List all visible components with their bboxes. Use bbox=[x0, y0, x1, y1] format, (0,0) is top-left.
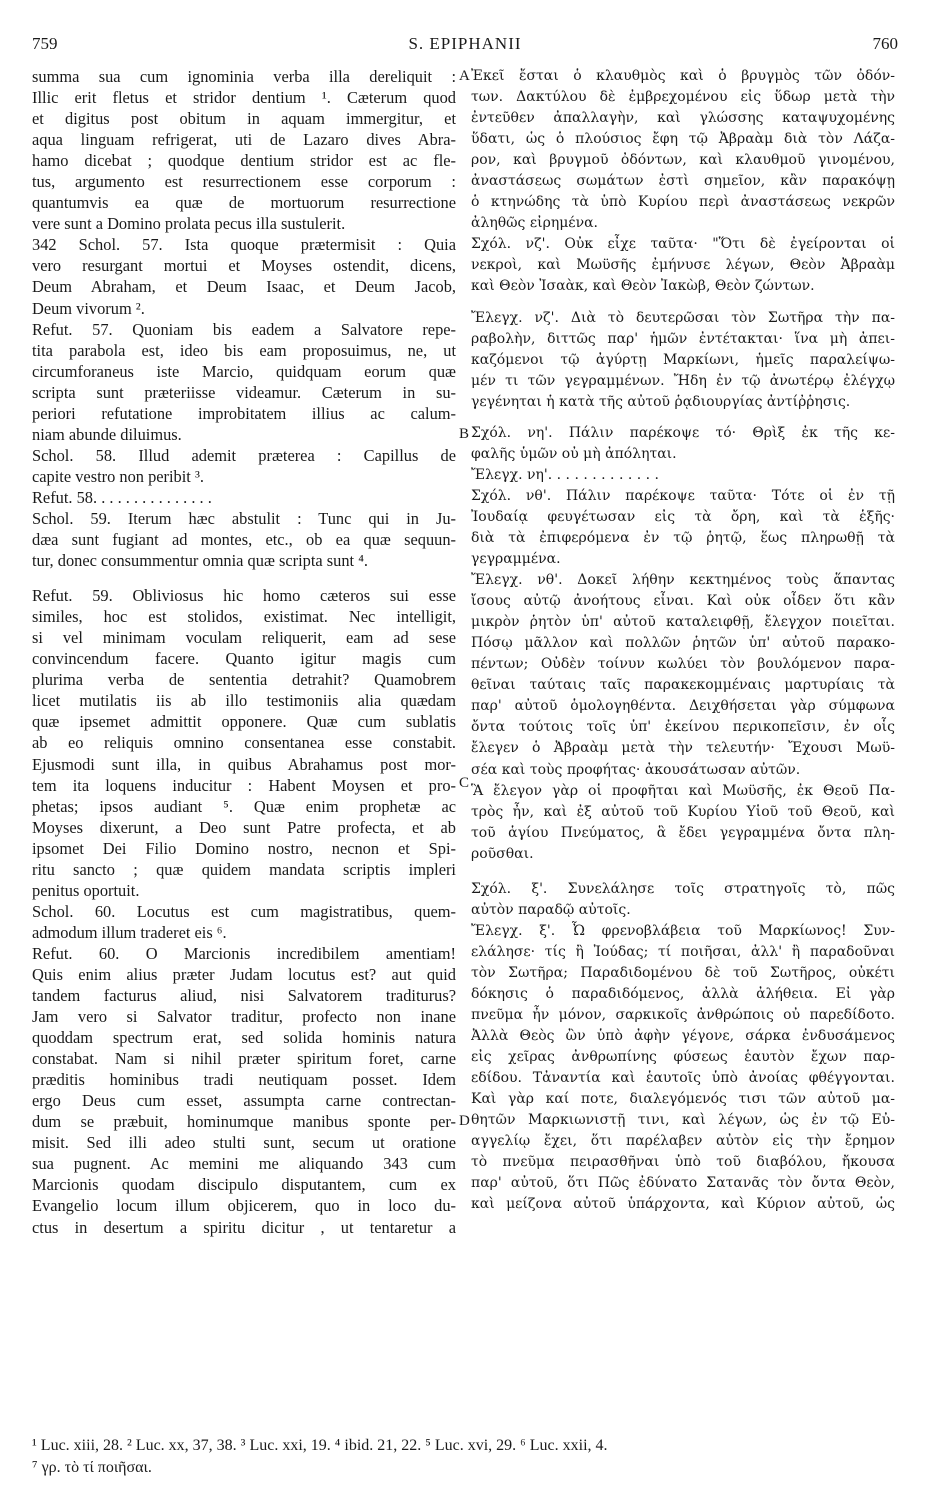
greek-line: Σχόλ. νη'. Πάλιν παρέκοψε τό· Θρὶξ ἐκ τῆς κε- bbox=[471, 424, 895, 441]
latin-line: summa sua cum ignominia verba illa dereliquit : bbox=[32, 67, 456, 86]
greek-line: Ἔλεγχ. ξ'. Ὦ φρενοβλάβεια τοῦ Μαρκίωνος! Συν- bbox=[471, 922, 895, 939]
latin-line: Refut. 58. . . . . . . . . . . . . . . bbox=[32, 487, 212, 507]
latin-line: 342 Schol. 57. Ista quoque prætermisit : Quia bbox=[32, 235, 456, 255]
greek-line: Καὶ γὰρ καί ποτε, διαλεγόμενός τισι τῶν αὐτοῦ μα- bbox=[471, 1091, 895, 1108]
latin-line: quæ ipsemet admittit opponere. Quæ cum sublatis bbox=[32, 712, 456, 732]
greek-line: παρ' αὐτοῦ ὁμολογηθέντα. Δειχθήσεται γὰρ σύμφωνα bbox=[471, 698, 895, 715]
greek-line: γεγραμμένα. bbox=[471, 551, 561, 568]
greek-line: νεκροὶ, καὶ Μωϋσῆς ἐμήνυσε λέγων, Θεὸν Ἀβραὰμ bbox=[471, 257, 895, 274]
latin-line: Moyses dixerunt, a Deo sunt Patre profecta, et ab bbox=[32, 817, 456, 837]
latin-line: tus, argumento est resurrectionem esse corporum : bbox=[32, 172, 456, 192]
greek-line: γεγένηται ἡ κατὰ τῆς αὐτοῦ ῥᾳδιουργίας ἀντίῤῥησις. bbox=[471, 393, 851, 410]
greek-line: τὸν Σωτῆρα; Παραδιδομένου δὲ τοῦ Σωτῆρος, οὐκέτι bbox=[471, 964, 895, 981]
latin-line: vere sunt a Domino prolata pecus illa sustulerit. bbox=[32, 214, 346, 234]
latin-line: misit. Sed illi adeo stulti sunt, secum ut oratione bbox=[32, 1133, 456, 1153]
greek-line: αγγελίῳ ἔχει, ὅτι παρέλαβεν αὐτὸν εἰς τὴν ἔρημον bbox=[471, 1133, 895, 1150]
greek-line: αὐτὸν παραδῷ αὐτοῖς. bbox=[471, 901, 631, 918]
latin-line: Jam vero si Salvator traditur, profecto non inane bbox=[32, 1007, 456, 1027]
latin-line: licet mutilatis iis ab illo testimoniis alia quædam bbox=[32, 691, 456, 711]
latin-line: penitus oportuit. bbox=[32, 880, 140, 900]
greek-line: φαλῆς ὑμῶν οὐ μὴ ἀπόληται. bbox=[471, 445, 677, 462]
greek-line: ελάλησε· τίς ἢ Ἰούδας; τί ποιῆσαι, ἀλλ' ἢ παραδοῦναι bbox=[471, 943, 895, 960]
margin-letter-d: D bbox=[459, 1113, 470, 1129]
latin-line: vero resurgant mortui et Moyses ostendit, dicens, bbox=[32, 256, 456, 276]
greek-line: Ἀλλὰ Θεὸς ὢν ὑπὸ ἀφὴν γέγονε, σάρκα ἐνδυσάμενος bbox=[471, 1028, 895, 1045]
latin-line: Deum vivorum ². bbox=[32, 298, 145, 318]
greek-line: ἀληθῶς εἰρημένα. bbox=[471, 215, 598, 232]
margin-letter-a: A bbox=[459, 68, 470, 84]
latin-line: præditis hominibus tradi neutiquam posset. Idem bbox=[32, 1070, 456, 1090]
latin-line: ritu sancto ; quæ quidem mandata scriptis impleri bbox=[32, 859, 456, 879]
greek-line: Πόσῳ μᾶλλον καὶ πολλῶν ῥητῶν ὑπ' αὐτοῦ παρακο- bbox=[471, 635, 895, 652]
greek-line: τρὸς ἦν, καὶ ἐξ αὐτοῦ τοῦ Κυρίου Υἱοῦ τοῦ Θεοῦ, καὶ bbox=[471, 803, 895, 820]
latin-line: quoddam spectrum erat, sed solida hominis natura bbox=[32, 1028, 456, 1048]
greek-line: Ἃ ἔλεγον γὰρ οἱ προφῆται καὶ Μωϋσῆς, ἐκ Θεοῦ Πα- bbox=[471, 782, 895, 799]
greek-line: πνεῦμα ἦν μόνον, σαρκικοῖς ἀνθρώποις οὐ παρεδίδοτο. bbox=[471, 1007, 895, 1024]
latin-line: admodum illum traderet eis ⁶. bbox=[32, 922, 227, 942]
greek-line: διὰ τὰ ἐπιφερόμενα ἐν τῷ ῥητῷ, ἕως πληρωθῇ τὰ bbox=[471, 529, 895, 546]
margin-letter-b: B bbox=[459, 426, 470, 442]
greek-line: ὕδατι, ὡς ὁ πλούσιος ἔφη τῷ Ἀβραὰμ διὰ τὸν Λάζα- bbox=[471, 131, 895, 148]
greek-line: ρον, καὶ βρυγμοῦ ὀδόντων, καὶ κλαυθμοῦ γινομένου, bbox=[471, 152, 895, 169]
latin-line: Marcionis quodam discipulo disputantem, cum ex bbox=[32, 1175, 456, 1195]
greek-line: ἀναστάσεως σωμάτων ἐστὶ σημεῖον, κἂν παρακόψῃ bbox=[471, 173, 895, 190]
greek-line: θεῖναι ταύταις ταῖς παρακεκομμέναις μαρτυρίαις τὰ bbox=[471, 677, 895, 694]
greek-line: Ἔλεγχ. νθ'. Δοκεῖ λήθην κεκτημένος τοὺς ἅπαντας bbox=[471, 572, 895, 589]
greek-line: καζόμενοι τῷ ἀγύρτῃ Μαρκίωνι, ἡμεῖς παραλείψω- bbox=[471, 351, 895, 368]
greek-line: εἰς χεῖρας ἀνθρωπίνης φύσεως ἑαυτὸν ἔχων παρ- bbox=[471, 1049, 895, 1066]
greek-line: πέντων; Οὐδὲν τοίνυν κωλύει τὸν βουλόμενον παρα- bbox=[471, 656, 895, 673]
latin-line: aqua linguam refrigerat, uti de Lazaro dives Abra- bbox=[32, 130, 456, 150]
running-head: S. EPIPHANII bbox=[408, 34, 522, 53]
latin-column bbox=[32, 66, 456, 1238]
greek-line: Ἔλεγχ. νη'. . . . . . . . . . . . . bbox=[471, 466, 659, 483]
greek-line: ἔλεγεν ὁ Ἀβραὰμ μετὰ τὴν τελευτήν· Ἔχουσι Μωϋ- bbox=[471, 740, 895, 757]
latin-line: scripta sunt præteriisse videamur. Cæterum in su- bbox=[32, 382, 456, 402]
latin-line: tandem facturus aliud, nisi Salvatorem traditurus? bbox=[32, 986, 456, 1006]
page-number-left: 759 bbox=[32, 34, 58, 53]
greek-line: καὶ Θεὸν Ἰσαὰκ, καὶ Θεὸν Ἰακὼβ, Θεὸν ζώντων. bbox=[471, 278, 815, 295]
greek-line: παρ' αὐτοῦ, ὅτι Πῶς ἐδύνατο Σατανᾶς τὸν ὄντα Θεὸν, bbox=[471, 1175, 895, 1192]
greek-line: ὄντα τούτοις τοῖς ὑπ' ἐκείνου περικοπεῖσιν, ἐν οἷς bbox=[471, 719, 895, 736]
greek-line: καὶ μείζονα αὐτοῦ ὑπάρχοντα, καὶ Κύριον αὐτοῦ, ὡς bbox=[471, 1196, 895, 1213]
greek-line: τὸ πνεῦμα πειρασθῆναι ὑπὸ τοῦ διαβόλου, ἤκουσα bbox=[471, 1154, 895, 1171]
greek-line: μικρὸν ῥητὸν ὑπ' αὐτοῦ καταλειφθῇ, ἔλεγχον ποιεῖται. bbox=[471, 614, 895, 631]
latin-line: tur, donec consummentur omnia quæ scripta sunt ⁴. bbox=[32, 551, 368, 571]
latin-line: Evangelio locum illum objicerem, quo in loco du- bbox=[32, 1196, 456, 1216]
latin-line: ctus in desertum a spiritu dicitur , ut tentaretur a bbox=[32, 1217, 456, 1237]
footnote-line-2: ⁷ γρ. τὸ τί ποιῆσαι. bbox=[32, 1459, 152, 1476]
latin-line: convincendum facere. Quanto igitur magis cum bbox=[32, 649, 456, 669]
latin-line: ab eo reliquis omnino consentanea esse constabit. bbox=[32, 733, 456, 753]
latin-line: Deum Abraham, et Deum Isaac, et Deum Jacob, bbox=[32, 277, 456, 297]
latin-line: dæa sunt fugiant ad montes, etc., ob ea quæ sequun- bbox=[32, 530, 456, 550]
footnote-line-1: ¹ Luc. xiii, 28. ² Luc. xx, 37, 38. ³ Luc. xxi, 19. ⁴ ibid. 21, 22. ⁵ Luc. xvi, 29. ⁶ Luc. xxii, 4. bbox=[32, 1437, 608, 1454]
latin-line: Refut. 57. Quoniam bis eadem a Salvatore repe- bbox=[32, 319, 456, 339]
latin-line: Schol. 58. Illud ademit præterea : Capillus de bbox=[32, 445, 456, 465]
latin-line: similes, hoc est stolidos, existimat. Nec intelligit, bbox=[32, 607, 456, 627]
latin-line: tem ita loquens inducitur : Habent Moysen et pro- bbox=[32, 775, 456, 795]
latin-line: Schol. 60. Locutus est cum magistratibus, quem- bbox=[32, 901, 456, 921]
greek-line: τοῦ ἁγίου Πνεύματος, ἃ ἔδει γεγραμμένα ὄντα πλη- bbox=[471, 824, 895, 841]
latin-line: sua pugnent. Ac memini me aliquando 343 cum bbox=[32, 1154, 456, 1174]
margin-letter-c: C bbox=[459, 775, 470, 791]
latin-line: ipsomet Dei Filio Domino nostro, necnon et Spi- bbox=[32, 838, 456, 858]
greek-line: μέν τι τῶν γεγραμμένων. Ἤδη ἐν τῷ ἀνωτέρῳ ἐλέγχῳ bbox=[471, 372, 895, 389]
greek-line: Σχόλ. νθ'. Πάλιν παρέκοψε ταῦτα· Τότε οἱ ἐν τῇ bbox=[471, 487, 895, 504]
greek-line: Σχόλ. νζ'. Οὐκ εἶχε ταῦτα· "Ὅτι δὲ ἐγείρονται οἱ bbox=[471, 236, 895, 253]
greek-line: ἴσους αὐτῷ ἀνοήτους εἶναι. Καὶ οὐκ οἶδεν ὅτι κἂν bbox=[471, 593, 895, 610]
latin-line: Quis enim alius præter Judam locutus est? aut quid bbox=[32, 964, 456, 984]
latin-line: Ejusmodi sunt illa, in quibus Abrahamus post mor- bbox=[32, 754, 456, 774]
latin-line: plurima verba de sententia detrahit? Quamobrem bbox=[32, 670, 456, 690]
greek-line: Ἔλεγχ. νζ'. Διὰ τὸ δευτερῶσαι τὸν Σωτῆρα τὴν πα- bbox=[471, 309, 895, 326]
latin-line: si vel minimam voculam reliquerit, eam ad sese bbox=[32, 628, 456, 648]
greek-line: ροῦσθαι. bbox=[471, 845, 534, 862]
greek-line: Ἐκεῖ ἔσται ὁ κλαυθμὸς καὶ ὁ βρυγμὸς τῶν ὀδόν- bbox=[471, 68, 895, 84]
latin-line: quantumvis ea quæ de mortuorum resurrectione bbox=[32, 193, 456, 213]
greek-line: ραβολὴν, διττῶς παρ' ἡμῶν ἐντέτακται· ἵνα μὴ ἀπει- bbox=[471, 330, 895, 347]
greek-line: των. Δακτύλου δὲ ἐμβρεχομένου εἰς ὕδωρ μετὰ τὴν bbox=[471, 89, 895, 106]
latin-line: Refut. 60. O Marcionis incredibilem amentiam! bbox=[32, 943, 456, 963]
latin-line: ergo Deus cum esset, assumpta carne contrectan- bbox=[32, 1091, 456, 1111]
greek-line: εδίδου. Τἀναντία καὶ ἑαυτοῖς ὑπὸ ἀνοίας φθέγγονται. bbox=[471, 1070, 895, 1087]
latin-line: niam abunde diluimus. bbox=[32, 424, 182, 444]
latin-line: constabat. Nam si nihil præter spiritum foret, carne bbox=[32, 1049, 456, 1069]
latin-line: hamo dicebat ; quodque dentium stridor est ac fle- bbox=[32, 151, 456, 171]
latin-line: Illic erit fletus et stridor dentium ¹. Cæterum quod bbox=[32, 88, 456, 108]
greek-line: σέα καὶ τοὺς προφήτας· ἀκουσάτωσαν αὐτῶν. bbox=[471, 761, 801, 778]
latin-line: Schol. 59. Iterum hæc abstulit : Tunc qui in Ju- bbox=[32, 508, 456, 528]
running-header bbox=[32, 34, 898, 58]
latin-line: dum se præbuit, hominumque manibus sponte per- bbox=[32, 1112, 456, 1132]
latin-line: et digitus post obitum in aquam immergitur, et bbox=[32, 109, 456, 129]
greek-line: δόκησις ὁ παραδιδόμενος, ἀλλὰ ἀλήθεια. Εἰ γὰρ bbox=[471, 985, 895, 1002]
greek-line: ἐντεῦθεν ἀπαλλαγὴν, καὶ γλώσσης καταψυχομένης bbox=[471, 110, 895, 127]
latin-line: tita parabola est, ideo bis eam proposuimus, ne, ut bbox=[32, 340, 456, 360]
latin-line: phetas; ipsos audiant ⁵. Quæ enim prophetæ ac bbox=[32, 796, 456, 816]
latin-line: capite vestro non peribit ³. bbox=[32, 466, 204, 486]
greek-line: Ἰουδαίᾳ φευγέτωσαν εἰς τὰ ὄρη, καὶ τὰ ἑξῆς· bbox=[471, 508, 895, 525]
latin-line: circumforaneus iste Marcio, quidquam eorum quæ bbox=[32, 361, 456, 381]
latin-line: periori refutatione improbitatem illius ac calum- bbox=[32, 403, 456, 423]
greek-column bbox=[471, 66, 895, 1215]
page-number-right: 760 bbox=[872, 34, 898, 53]
greek-line: ὁ κτηνώδης τὰ ὑπὸ Κυρίου περὶ ἀναστάσεως νεκρῶν bbox=[471, 194, 895, 211]
latin-line: Refut. 59. Obliviosus hic homo cæteros sui esse bbox=[32, 586, 456, 606]
greek-line: θητῶν Μαρκιωνιστῇ τινι, καὶ λέγων, ὡς ἐν τῷ Εὐ- bbox=[471, 1112, 895, 1129]
greek-line: Σχόλ. ξ'. Συνελάλησε τοῖς στρατηγοῖς τὸ, πῶς bbox=[471, 880, 895, 897]
